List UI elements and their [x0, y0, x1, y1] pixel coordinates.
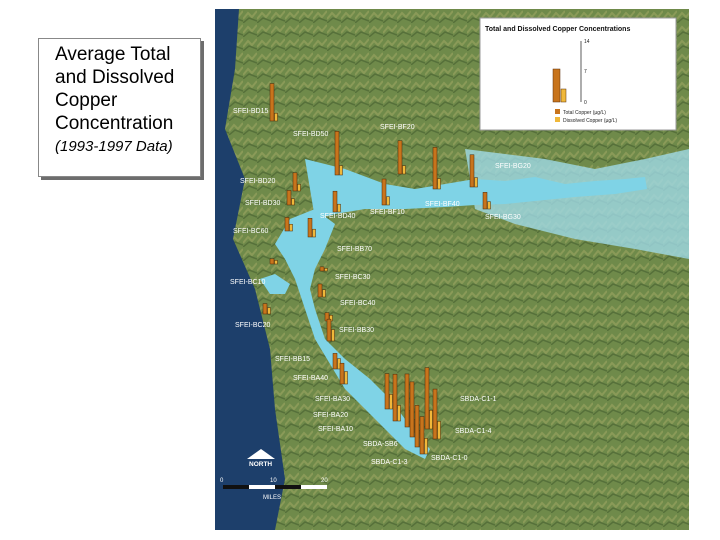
label-sb6: SBDA-SB6	[363, 441, 398, 448]
label-c11: SBDA-C1-1	[460, 396, 497, 403]
total-copper-bar	[393, 374, 397, 421]
label-bb15: SFEI-BB15	[275, 356, 311, 363]
label-bd40: SFEI-BD40	[320, 213, 356, 220]
dissolved-copper-bar	[340, 166, 343, 175]
dissolved-copper-bar	[338, 204, 341, 212]
total-copper-bar	[333, 353, 337, 369]
label-ba20: SFEI-BA20	[313, 412, 349, 419]
total-copper-bar	[335, 131, 339, 175]
label-bc10: SFEI-BC10	[230, 279, 266, 286]
legend-total-bar	[553, 69, 560, 102]
scale-unit: MILES	[263, 495, 282, 501]
label-bc20: SFEI-BC20	[235, 322, 271, 329]
total-copper-bar	[285, 217, 289, 231]
total-copper-bar	[263, 304, 267, 314]
label-bg30: SFEI-BG30	[485, 214, 521, 221]
dissolved-copper-bar	[438, 421, 441, 439]
label-bg20: SFEI-BG20	[495, 163, 531, 170]
map-panel	[215, 9, 689, 530]
total-copper-bar	[320, 267, 324, 271]
legend-dissolved-bar	[561, 89, 566, 102]
legend-total-label: Total Copper (µg/L)	[563, 110, 606, 116]
scale-tick-0: 0	[220, 478, 224, 484]
dissolved-copper-bar	[275, 113, 278, 121]
dissolved-copper-bar	[323, 290, 326, 297]
scale-tick-10: 10	[270, 478, 277, 484]
label-bf40: SFEI-BF40	[425, 201, 460, 208]
total-copper-bar	[287, 190, 291, 205]
label-bd15: SFEI-BD15	[233, 108, 269, 115]
legend-dissolved-label: Dissolved Copper (µg/L)	[563, 118, 618, 124]
dissolved-copper-bar	[292, 199, 295, 205]
dissolved-copper-bar	[345, 372, 348, 384]
total-copper-bar	[382, 179, 386, 205]
total-copper-bar	[415, 405, 419, 447]
total-copper-bar	[327, 319, 331, 341]
total-copper-bar	[333, 191, 337, 212]
label-bd20: SFEI-BD20	[240, 178, 276, 185]
dissolved-copper-bar	[475, 178, 478, 187]
total-copper-bar	[293, 173, 297, 191]
legend-title: Total and Dissolved Copper Concentrations	[485, 26, 631, 33]
legend-scale-bottom: 0	[584, 100, 587, 106]
label-bf20: SFEI-BF20	[380, 124, 415, 131]
north-label: NORTH	[249, 461, 273, 468]
total-copper-bar	[433, 389, 437, 439]
dissolved-copper-bar	[488, 202, 491, 209]
total-copper-bar	[270, 84, 274, 121]
label-ba30: SFEI-BA30	[315, 396, 351, 403]
total-copper-bar	[433, 147, 437, 189]
label-ba40: SFEI-BA40	[293, 375, 329, 382]
total-copper-bar	[340, 363, 344, 384]
total-copper-bar	[405, 374, 409, 427]
total-copper-bar	[318, 284, 322, 297]
dissolved-copper-bar	[268, 308, 271, 314]
total-copper-bar	[308, 218, 312, 237]
dissolved-copper-bar	[403, 166, 406, 174]
total-copper-bar	[425, 368, 429, 429]
dissolved-copper-bar	[275, 260, 278, 264]
label-bb70: SFEI-BB70	[337, 246, 373, 253]
label-bf10: SFEI-BF10	[370, 209, 405, 216]
label-ba10: SFEI-BA10	[318, 426, 354, 433]
legend-total-swatch	[555, 109, 560, 114]
legend-scale-mid: 7	[584, 69, 587, 75]
legend-scale-top: 14	[584, 39, 590, 45]
total-copper-bar	[483, 192, 487, 209]
dissolved-copper-bar	[387, 197, 390, 205]
dissolved-copper-bar	[438, 179, 441, 189]
label-bd50: SFEI-BD50	[293, 131, 329, 138]
label-c10: SBDA-C1-0	[431, 455, 468, 462]
legend-dissolved-swatch	[555, 117, 560, 122]
label-bb30: SFEI-BB30	[339, 327, 375, 334]
total-copper-bar	[270, 259, 274, 264]
total-copper-bar	[470, 155, 474, 187]
total-copper-bar	[410, 382, 414, 437]
dissolved-copper-bar	[398, 405, 401, 421]
dissolved-copper-bar	[430, 410, 433, 429]
label-c14: SBDA-C1-4	[455, 428, 492, 435]
map-subtitle: (1993-1997 Data)	[55, 138, 173, 155]
label-bc60: SFEI-BC60	[233, 228, 269, 235]
label-bc40: SFEI-BC40	[340, 300, 376, 307]
label-c13: SBDA-C1-3	[371, 459, 408, 466]
label-bd30: SFEI-BD30	[245, 200, 281, 207]
total-copper-bar	[398, 141, 402, 174]
dissolved-copper-bar	[390, 394, 393, 409]
map-title-box	[38, 38, 201, 177]
legend	[480, 18, 676, 130]
dissolved-copper-bar	[313, 229, 316, 237]
total-copper-bar	[385, 374, 389, 409]
scale-bar-seg3	[275, 485, 301, 489]
map-title: Average Total and Dissolved Copper Concentration	[55, 44, 175, 134]
total-copper-bar	[420, 417, 424, 454]
dissolved-copper-bar	[332, 330, 335, 341]
label-bc30: SFEI-BC30	[335, 274, 371, 281]
scale-tick-20: 20	[321, 478, 328, 484]
dissolved-copper-bar	[290, 224, 293, 231]
scale-bar-seg1	[223, 485, 249, 489]
dissolved-copper-bar	[425, 438, 428, 454]
dissolved-copper-bar	[298, 184, 301, 191]
dissolved-copper-bar	[325, 268, 328, 271]
bay-area-map	[215, 9, 689, 530]
